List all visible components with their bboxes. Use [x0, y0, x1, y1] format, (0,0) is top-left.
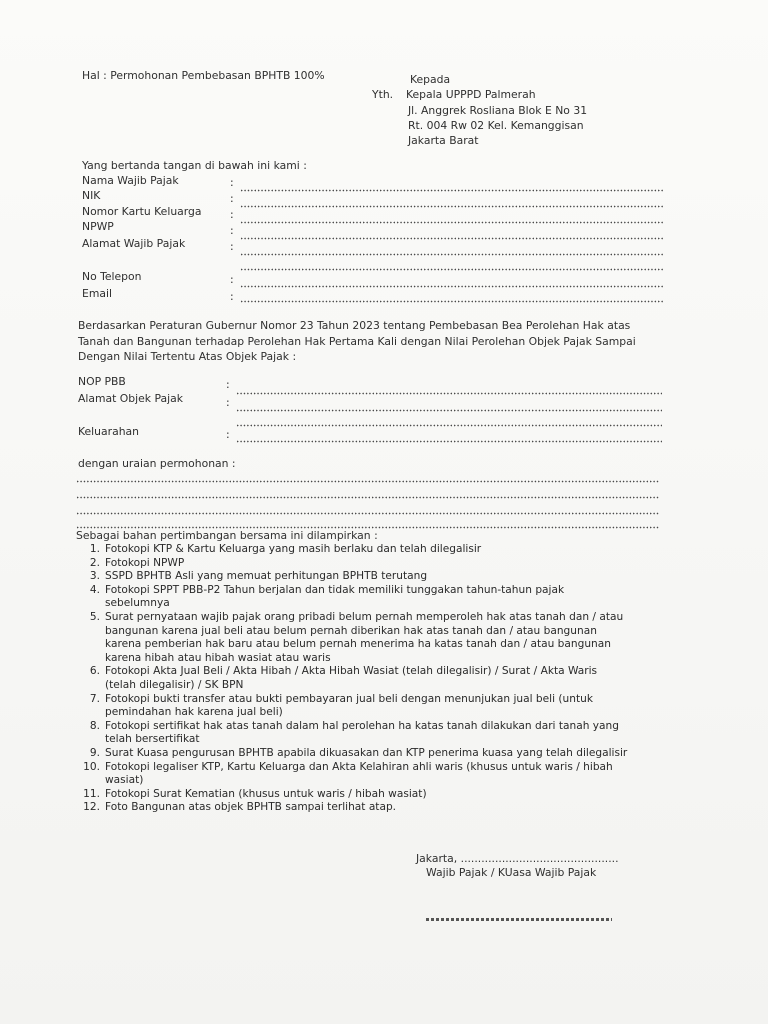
attachment-number: 11. [83, 787, 100, 800]
attachment-number: 10. [83, 760, 100, 773]
basis-line: Berdasarkan Peraturan Gubernur Nomor 23 Tahun 2023 tentang Pembebasan Bea Perolehan Hak atas [78, 319, 631, 332]
field-label-kk: Nomor Kartu Keluarga [82, 205, 202, 218]
attachment-item [78, 543, 688, 557]
yth-label: Yth. [372, 88, 394, 101]
recipient-line: Kepala UPPPD Palmerah [406, 88, 536, 101]
attachment-number: 12. [83, 801, 100, 814]
attachment-text: Surat pernyataan wajib pajak orang pribadi belum pernah memperoleh hak atas tanah dan / atau bangunan karena jual beli atau belum pernah diberikan hak atas tanah dan / atau bangunan karena pemberian hak baru atau belum pernah menerima ha katas tanah dan / atau bangunan karena hibah atau hibah wasiat atau waris [105, 610, 624, 664]
basis-line: Tanah dan Bangunan terhadap Perolehan Hak Pertama Kali dengan Nilai Perolehan Objek Pajak Sampai [78, 335, 636, 348]
fill-line-nama[interactable] [240, 189, 664, 192]
fill-line-uraian-1[interactable] [76, 480, 660, 483]
fill-line-nop[interactable] [236, 392, 662, 395]
field-colon: : [226, 428, 230, 441]
field-colon: : [230, 176, 234, 189]
subject-line: Hal : Permohonan Pembebasan BPHTB 100% [82, 69, 325, 82]
recipient-line: Rt. 004 Rw 02 Kel. Kemanggisan [408, 119, 584, 132]
attachment-number: 1. [89, 543, 100, 555]
attachment-text: Fotokopi sertifikat hak atas tanah dalam hal perolehan ha katas tanah dilakukan dari tanah yang telah bersertifikat [105, 719, 619, 746]
attachment-item [78, 584, 688, 611]
field-colon: : [230, 208, 234, 221]
attachment-number: 9. [89, 746, 100, 759]
field-label-nama: Nama Wajib Pajak [82, 174, 179, 187]
uraian-label: dengan uraian permohonan : [78, 457, 236, 470]
intro-text: Yang bertanda tangan di bawah ini kami : [82, 159, 307, 172]
attachment-text: Surat Kuasa pengurusan BPHTB apabila dikuasakan dan KTP penerima kuasa yang telah dilegalisir [105, 746, 628, 759]
fill-line-telepon[interactable] [240, 285, 664, 288]
attachment-text: Fotokopi bukti transfer atau bukti pembayaran jual beli dengan menunjukan jual beli (untuk pemindahan hak karena jual beli) [105, 692, 593, 719]
attachment-item [78, 801, 688, 815]
field-label-alamat-objek: Alamat Objek Pajak [78, 392, 183, 405]
basis-line: Dengan Nilai Tertentu Atas Objek Pajak : [78, 350, 297, 363]
field-label-email: Email [82, 287, 112, 300]
field-label-telepon: No Telepon [82, 270, 142, 283]
attachment-text: Fotokopi SPPT PBB-P2 Tahun berjalan dan tidak memiliki tunggakan tahun-tahun pajak sebelumnya [105, 583, 565, 610]
attachment-text: Fotokopi Surat Kematian (khusus untuk waris / hibah wasiat) [105, 787, 427, 800]
attachment-number: 3. [89, 570, 100, 583]
attachment-item [78, 570, 688, 584]
fill-line-uraian-3[interactable] [76, 512, 660, 515]
attachment-number: 4. [89, 583, 100, 596]
kepada-label: Kepada [410, 73, 451, 86]
attachment-text: Fotokopi legaliser KTP, Kartu Keluarga dan Akta Kelahiran ahli waris (khusus untuk waris / hibah wasiat) [105, 760, 613, 787]
attachment-number: 8. [89, 719, 100, 732]
attachment-item [78, 747, 688, 761]
field-label-kelurahan: Keluarahan [78, 425, 140, 438]
fill-line-alamat-objek-1[interactable] [236, 409, 662, 412]
fill-line-nik[interactable] [240, 205, 664, 208]
attachment-number: 2. [89, 556, 100, 569]
attachment-item [78, 788, 688, 802]
fill-line-npwp[interactable] [240, 237, 664, 240]
field-colon: : [230, 192, 234, 205]
attachment-item [78, 693, 688, 720]
field-label-nop: NOP PBB [78, 375, 126, 388]
field-colon: : [230, 240, 234, 253]
fill-line-alamat-2[interactable] [240, 268, 664, 271]
attachment-number: 6. [89, 665, 100, 678]
attachment-item [78, 761, 688, 788]
attachment-text: Fotokopi KTP & Kartu Keluarga yang masih berlaku dan telah dilegalisir [105, 543, 482, 555]
fill-line-kk[interactable] [240, 221, 664, 224]
field-colon: : [226, 396, 230, 409]
attachments-list [78, 543, 688, 815]
attachment-number: 5. [89, 610, 100, 623]
attachment-item [78, 557, 688, 571]
field-label-alamat: Alamat Wajib Pajak [82, 237, 186, 250]
signature-line[interactable] [426, 918, 612, 921]
attachment-text: Fotokopi NPWP [105, 556, 185, 569]
field-label-nik: NIK [82, 189, 101, 202]
signature-place: Jakarta, .............................................. [416, 852, 619, 865]
field-label-npwp: NPWP [82, 220, 114, 233]
attachment-item [78, 720, 688, 747]
field-colon: : [226, 378, 230, 391]
fill-line-email[interactable] [240, 300, 664, 303]
signature-signer: Wajib Pajak / KUasa Wajib Pajak [426, 866, 597, 879]
attachment-item [78, 665, 688, 692]
fill-line-kelurahan[interactable] [236, 440, 662, 443]
field-colon: : [230, 273, 234, 286]
fill-line-uraian-2[interactable] [76, 496, 660, 499]
attachment-text: SSPD BPHTB Asli yang memuat perhitungan BPHTB terutang [105, 570, 428, 583]
attachment-number: 7. [89, 692, 100, 705]
fill-line-alamat-1[interactable] [240, 253, 664, 256]
field-colon: : [230, 290, 234, 303]
fill-line-alamat-objek-2[interactable] [236, 424, 662, 427]
field-colon: : [230, 224, 234, 237]
attachment-text: Foto Bangunan atas objek BPHTB sampai terlihat atap. [105, 801, 397, 814]
recipient-line: Jakarta Barat [408, 134, 479, 147]
attachments-intro: Sebagai bahan pertimbangan bersama ini dilampirkan : [76, 529, 378, 542]
attachment-text: Fotokopi Akta Jual Beli / Akta Hibah / Akta Hibah Wasiat (telah dilegalisir) / Surat / Akta Waris (telah dilegalisir) / SK BPN [105, 665, 598, 691]
attachment-item [78, 611, 688, 665]
recipient-line: Jl. Anggrek Rosliana Blok E No 31 [408, 104, 588, 117]
